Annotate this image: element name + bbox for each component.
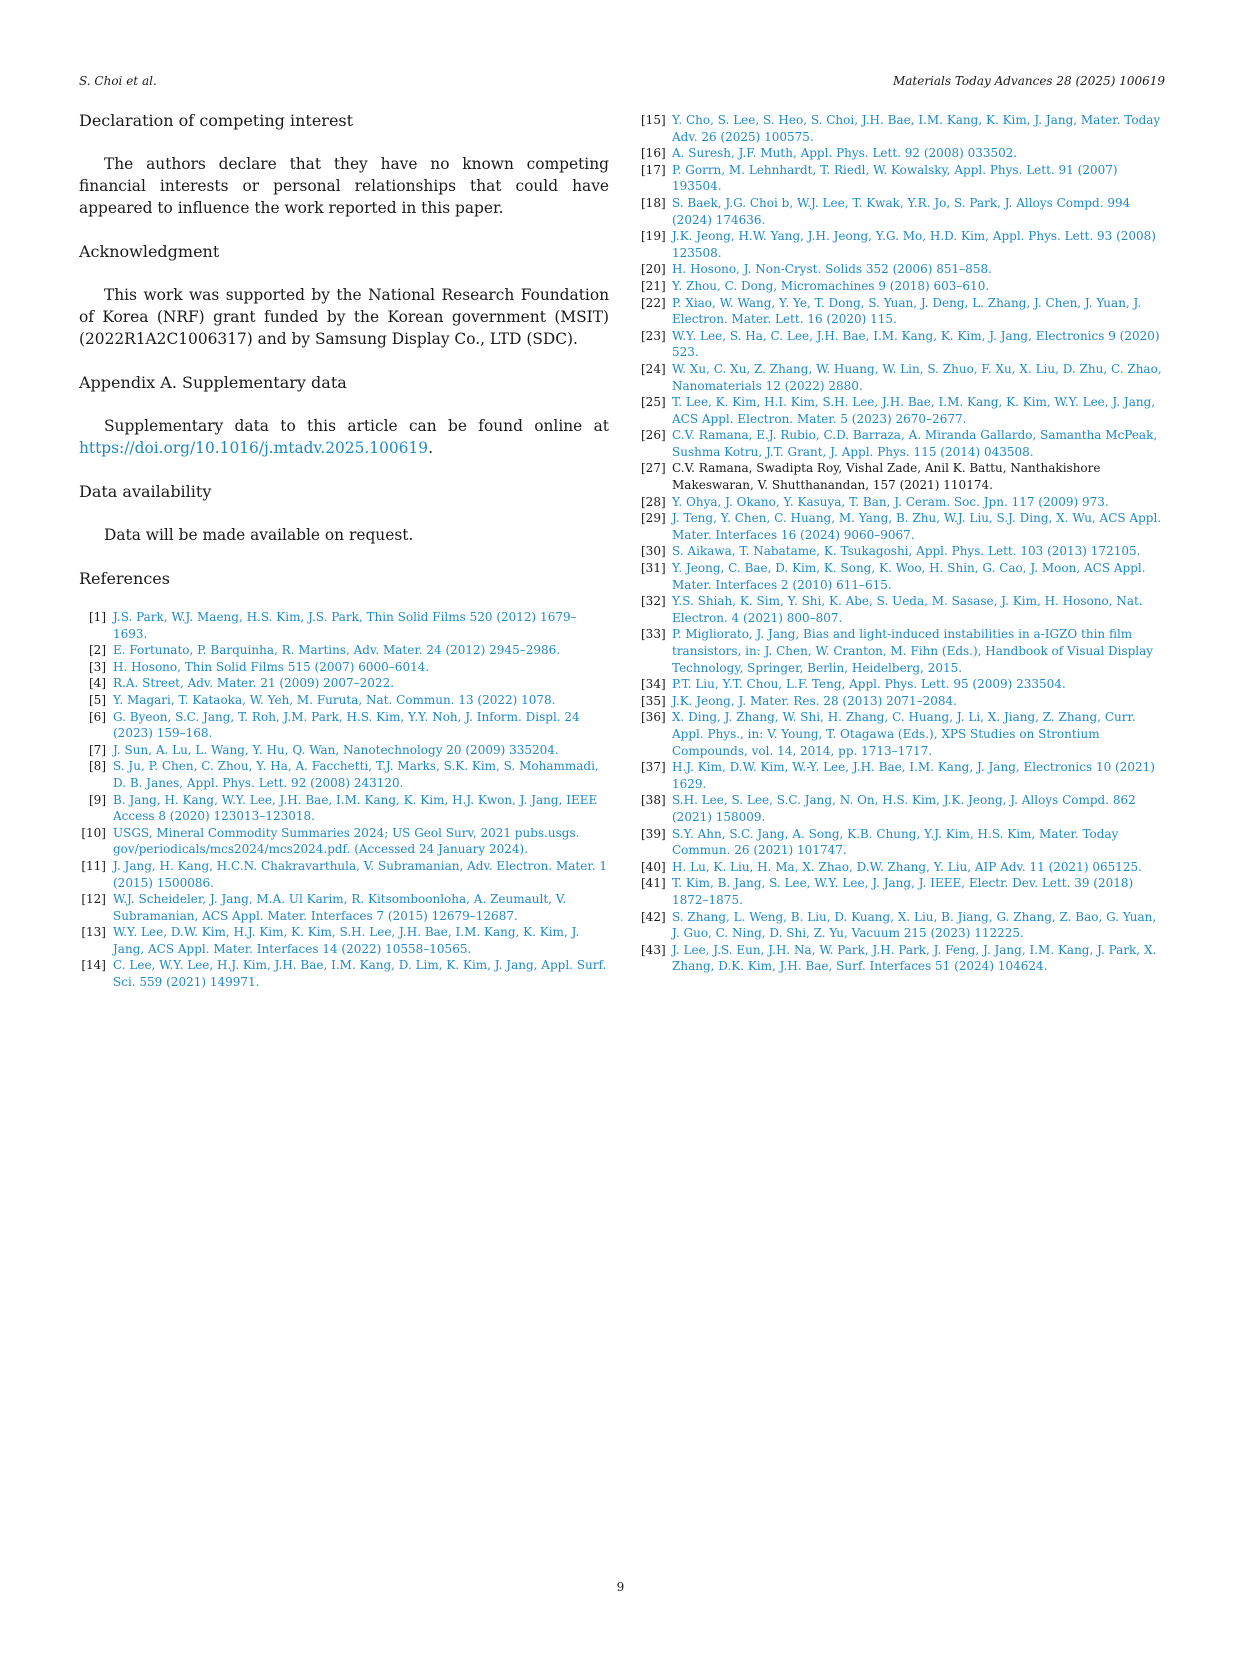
competing-interest-text: The authors declare that they have no known competing financial interests or personal relationships that could have appeared to influence the work reported in this paper. xyxy=(79,155,609,217)
reference-item xyxy=(641,942,1165,975)
data-availability-heading: Data availability xyxy=(79,482,212,501)
reference-link[interactable]: X. Ding, J. Zhang, W. Shi, H. Zhang, C. Huang, J. Li, X. Jiang, Z. Zhang, Curr. Appl. Phys., in: V. Young, T. Otagawa (Eds.), XPS Studies on Strontium Compounds, vol. 14, 2014, pp. 1713–1717. xyxy=(672,710,1136,758)
reference-item xyxy=(641,328,1165,361)
reference-number: [25] xyxy=(641,395,666,410)
reference-item xyxy=(641,826,1165,859)
reference-item xyxy=(79,758,609,791)
reference-item xyxy=(79,825,609,858)
reference-number: [30] xyxy=(641,544,666,559)
reference-number: [6] xyxy=(89,709,106,724)
reference-item xyxy=(79,642,609,659)
reference-number: [36] xyxy=(641,710,666,725)
reference-number: [26] xyxy=(641,428,666,443)
reference-number: [27] xyxy=(641,461,666,476)
reference-link[interactable]: Y.S. Shiah, K. Sim, Y. Shi, K. Abe, S. Ueda, M. Sasase, J. Kim, H. Hosono, Nat. Electron. 4 (2021) 800–807. xyxy=(672,594,1143,625)
reference-number: [9] xyxy=(89,792,106,807)
page-number: 9 xyxy=(616,1580,625,1594)
appendix-section xyxy=(79,372,609,459)
reference-link[interactable]: S. Aikawa, T. Nabatame, K. Tsukagoshi, Appl. Phys. Lett. 103 (2013) 172105. xyxy=(672,544,1141,559)
reference-number: [32] xyxy=(641,594,666,609)
supplementary-doi-link[interactable]: https://doi.org/10.1016/j.mtadv.2025.100619 xyxy=(79,439,429,457)
reference-link[interactable]: R.A. Street, Adv. Mater. 21 (2009) 2007–2022. xyxy=(113,676,395,691)
reference-link[interactable]: J.S. Park, W.J. Maeng, H.S. Kim, J.S. Park, Thin Solid Films 520 (2012) 1679–1693. xyxy=(113,610,577,641)
reference-number: [11] xyxy=(81,858,106,873)
reference-link[interactable]: C. Lee, W.Y. Lee, H.J. Kim, J.H. Bae, I.M. Kang, D. Lim, K. Kim, J. Jang, Appl. Surf. Sci. 559 (2021) 149971. xyxy=(113,958,607,990)
reference-link[interactable]: C.V. Ramana, E.J. Rubio, C.D. Barraza, A. Miranda Gallardo, Samantha McPeak, Sushma Kotru, J.T. Grant, J. Appl. Phys. 115 (2014) 043508. xyxy=(672,428,1158,459)
reference-number: [29] xyxy=(641,511,666,526)
appendix-text-after: . xyxy=(428,439,433,457)
reference-number: [13] xyxy=(81,925,106,940)
reference-number: [37] xyxy=(641,760,666,775)
reference-item xyxy=(641,560,1165,593)
reference-link[interactable]: J. Lee, J.S. Eun, J.H. Na, W. Park, J.H. Park, J. Feng, J. Jang, I.M. Kang, J. Park, X. Zhang, D.K. Kim, J.H. Bae, Surf. Interfaces 51 (2024) 104624. xyxy=(672,942,1157,974)
reference-link[interactable]: Y. Zhou, C. Dong, Micromachines 9 (2018) 603–610. xyxy=(672,278,990,293)
reference-link[interactable]: T. Kim, B. Jang, S. Lee, W.Y. Lee, J. Jang, J. IEEE, Electr. Dev. Lett. 39 (2018) 1872–1875. xyxy=(672,876,1134,907)
reference-number: [12] xyxy=(81,892,106,907)
reference-item xyxy=(641,494,1165,511)
appendix-heading: Appendix A. Supplementary data xyxy=(79,373,347,392)
reference-item xyxy=(79,692,609,709)
reference-number: [10] xyxy=(81,825,106,840)
references-list-left xyxy=(79,609,609,991)
reference-number: [17] xyxy=(641,162,666,177)
reference-item xyxy=(641,709,1165,759)
reference-item xyxy=(641,693,1165,710)
reference-link[interactable]: P. Migliorato, J. Jang, Bias and light-induced instabilities in a-IGZO thin film transistors, in: J. Chen, W. Cranton, M. Fihn (Eds.), Handbook of Visual Display Technology, Springer, Berlin, Heidelberg, 2015. xyxy=(672,627,1154,675)
reference-number: [39] xyxy=(641,826,666,841)
reference-number: [21] xyxy=(641,278,666,293)
reference-link[interactable]: W.Y. Lee, D.W. Kim, H.J. Kim, K. Kim, S.H. Lee, J.H. Bae, I.M. Kang, K. Kim, J. Jang, ACS Appl. Mater. Interfaces 14 (2022) 10558–10565. xyxy=(113,925,580,956)
acknowledgment-heading: Acknowledgment xyxy=(79,242,220,261)
appendix-text-before: Supplementary data to this article can be found online at xyxy=(104,417,609,435)
competing-interest-heading: Declaration of competing interest xyxy=(79,111,354,130)
reference-item xyxy=(641,859,1165,876)
reference-number: [22] xyxy=(641,295,666,310)
reference-link[interactable]: USGS, Mineral Commodity Summaries 2024; US Geol Surv, 2021 pubs.usgs. gov/periodicals/mcs2024/mcs2024.pdf. (Accessed 24 January 2024). xyxy=(113,825,580,857)
reference-number: [42] xyxy=(641,909,666,924)
reference-item xyxy=(641,427,1165,460)
reference-link[interactable]: Y. Ohya, J. Okano, Y. Kasuya, T. Ban, J. Ceram. Soc. Jpn. 117 (2009) 973. xyxy=(672,494,1109,509)
reference-item xyxy=(641,162,1165,195)
reference-link[interactable]: H. Lu, K. Liu, H. Ma, X. Zhao, D.W. Zhang, Y. Liu, AIP Adv. 11 (2021) 065125. xyxy=(672,859,1142,874)
reference-link[interactable]: T. Lee, K. Kim, H.I. Kim, S.H. Lee, J.H. Bae, I.M. Kang, K. Kim, W.Y. Lee, J. Jang, ACS Appl. Electron. Mater. 5 (2023) 2670–2677. xyxy=(672,395,1156,426)
reference-link[interactable]: H.J. Kim, D.W. Kim, W.-Y. Lee, J.H. Bae, I.M. Kang, J. Jang, Electronics 10 (2021) 1629. xyxy=(672,760,1155,791)
reference-number: [14] xyxy=(81,958,106,973)
reference-number: [7] xyxy=(89,742,106,757)
reference-item xyxy=(641,112,1165,145)
reference-item xyxy=(641,145,1165,162)
reference-item xyxy=(79,792,609,825)
reference-link[interactable]: H. Hosono, J. Non-Cryst. Solids 352 (2006) 851–858. xyxy=(672,262,992,277)
reference-number: [19] xyxy=(641,229,666,244)
reference-link[interactable]: B. Jang, H. Kang, W.Y. Lee, J.H. Bae, I.M. Kang, K. Kim, H.J. Kwon, J. Jang, IEEE Access 8 (2020) 123013–123018. xyxy=(113,792,598,824)
reference-item xyxy=(641,295,1165,328)
reference-item xyxy=(641,460,1165,493)
reference-item xyxy=(641,676,1165,693)
running-head-journal: Materials Today Advances 28 (2025) 100619 xyxy=(892,74,1165,88)
reference-number: [28] xyxy=(641,494,666,509)
reference-item xyxy=(79,957,609,990)
reference-link[interactable]: J. Teng, Y. Chen, C. Huang, M. Yang, B. Zhu, W.J. Liu, S.J. Ding, X. Wu, ACS Appl. Mater. Interfaces 16 (2024) 9060–9067. xyxy=(672,511,1162,542)
right-column xyxy=(641,112,1165,975)
reference-number: [41] xyxy=(641,876,666,891)
reference-item xyxy=(79,609,609,642)
reference-item xyxy=(641,759,1165,792)
appendix-text xyxy=(79,415,609,459)
reference-number: [34] xyxy=(641,677,666,692)
reference-number: [4] xyxy=(89,676,106,691)
data-availability-text: Data will be made available on request. xyxy=(104,526,414,544)
reference-number: [20] xyxy=(641,262,666,277)
reference-number: [1] xyxy=(89,610,106,624)
reference-link[interactable]: P. Gorrn, M. Lehnhardt, T. Riedl, W. Kowalsky, Appl. Phys. Lett. 91 (2007) 193504. xyxy=(672,162,1118,194)
reference-link[interactable]: S. Zhang, L. Weng, B. Liu, D. Kuang, X. Liu, B. Jiang, G. Zhang, Z. Bao, G. Yuan, J. Guo, C. Ning, D. Shi, Z. Yu, Vacuum 215 (2023) 112225. xyxy=(672,909,1157,941)
reference-link[interactable]: S. Baek, J.G. Choi b, W.J. Lee, T. Kwak, Y.R. Jo, S. Park, J. Alloys Compd. 994 (2024) 174636. xyxy=(672,195,1131,227)
reference-link[interactable]: S. Ju, P. Chen, C. Zhou, Y. Ha, A. Facchetti, T.J. Marks, S.K. Kim, S. Mohammadi, D. B. Janes, Appl. Phys. Lett. 92 (2008) 243120. xyxy=(113,759,599,790)
references-list-right xyxy=(641,112,1165,975)
references-section xyxy=(79,568,609,991)
reference-item xyxy=(79,858,609,891)
reference-number: [16] xyxy=(641,146,666,161)
reference-number: [5] xyxy=(89,692,106,707)
reference-link[interactable]: J.K. Jeong, H.W. Yang, J.H. Jeong, Y.G. Mo, H.D. Kim, Appl. Phys. Lett. 93 (2008) 123508. xyxy=(672,229,1156,260)
reference-link[interactable]: Y. Jeong, C. Bae, D. Kim, K. Song, K. Woo, H. Shin, G. Cao, J. Moon, ACS Appl. Mater. Interfaces 2 (2010) 611–615. xyxy=(672,561,1146,592)
reference-item xyxy=(641,792,1165,825)
reference-link[interactable]: W. Xu, C. Xu, Z. Zhang, W. Huang, W. Lin, S. Zhuo, F. Xu, X. Liu, D. Zhu, C. Zhao, Nanomaterials 12 (2022) 2880. xyxy=(672,361,1162,393)
reference-item xyxy=(641,875,1165,908)
reference-number: [33] xyxy=(641,627,666,642)
reference-number: [24] xyxy=(641,361,666,376)
left-column xyxy=(79,110,609,991)
reference-number: [3] xyxy=(89,659,106,674)
acknowledgment-section xyxy=(79,241,609,350)
reference-item xyxy=(641,510,1165,543)
data-availability-section xyxy=(79,481,609,546)
reference-number: [43] xyxy=(641,942,666,957)
reference-link[interactable]: E. Fortunato, P. Barquinha, R. Martins, Adv. Mater. 24 (2012) 2945–2986. xyxy=(113,643,561,658)
reference-link[interactable]: J. Jang, H. Kang, H.C.N. Chakravarthula, V. Subramanian, Adv. Electron. Mater. 1 (2015) 1500086. xyxy=(113,858,608,890)
reference-link[interactable]: S.Y. Ahn, S.C. Jang, A. Song, K.B. Chung, Y.J. Kim, H.S. Kim, Mater. Today Commun. 26 (2021) 101747. xyxy=(672,826,1119,858)
references-heading: References xyxy=(79,569,170,588)
reference-item xyxy=(79,709,609,742)
reference-link: C.V. Ramana, Swadipta Roy, Vishal Zade, Anil K. Battu, Nanthakishore Makeswaran, V. Shutthanandan, 157 (2021) 110174. xyxy=(672,461,1101,493)
reference-link[interactable]: J. Sun, A. Lu, L. Wang, Y. Hu, Q. Wan, Nanotechnology 20 (2009) 335204. xyxy=(113,742,559,757)
reference-link[interactable]: Y. Magari, T. Kataoka, W. Yeh, M. Furuta, Nat. Commun. 13 (2022) 1078. xyxy=(113,692,556,707)
reference-link[interactable]: Y. Cho, S. Lee, S. Heo, S. Choi, J.H. Bae, I.M. Kang, K. Kim, J. Jang, Mater. Today Adv. 26 (2025) 100575. xyxy=(672,113,1161,144)
reference-item xyxy=(641,593,1165,626)
reference-link[interactable]: W.Y. Lee, S. Ha, C. Lee, J.H. Bae, I.M. Kang, K. Kim, J. Jang, Electronics 9 (2020) 523. xyxy=(672,328,1160,360)
reference-item xyxy=(79,675,609,692)
reference-number: [18] xyxy=(641,195,666,210)
reference-link[interactable]: P.T. Liu, Y.T. Chou, L.F. Teng, Appl. Phys. Lett. 95 (2009) 233504. xyxy=(672,677,1066,692)
running-head-authors: S. Choi et al. xyxy=(79,74,157,88)
reference-item xyxy=(641,543,1165,560)
reference-item xyxy=(79,924,609,957)
reference-number: [31] xyxy=(641,561,666,576)
reference-item xyxy=(641,394,1165,427)
reference-link[interactable]: H. Hosono, Thin Solid Films 515 (2007) 6000–6014. xyxy=(113,659,430,674)
reference-item xyxy=(641,261,1165,278)
reference-item xyxy=(641,228,1165,261)
competing-interest-section xyxy=(79,110,609,219)
reference-number: [35] xyxy=(641,693,666,708)
reference-item xyxy=(641,361,1165,394)
reference-item xyxy=(79,891,609,924)
reference-link[interactable]: A. Suresh, J.F. Muth, Appl. Phys. Lett. 92 (2008) 033502. xyxy=(672,146,1018,161)
reference-number: [2] xyxy=(89,643,106,658)
reference-link[interactable]: W.J. Scheideler, J. Jang, M.A. Ul Karim, R. Kitsomboonloha, A. Zeumault, V. Subramanian, ACS Appl. Mater. Interfaces 7 (2015) 12679–12687. xyxy=(113,892,567,923)
reference-item xyxy=(641,195,1165,228)
reference-link[interactable]: G. Byeon, S.C. Jang, T. Roh, J.M. Park, H.S. Kim, Y.Y. Noh, J. Inform. Displ. 24 (2023) 159–168. xyxy=(113,709,580,741)
reference-item xyxy=(641,278,1165,295)
acknowledgment-text: This work was supported by the National Research Foundation of Korea (NRF) grant funded by the Korean government (MSIT) (2022R1A2C1006317) and by Samsung Display Co., LTD (SDC). xyxy=(79,286,609,348)
reference-item xyxy=(641,626,1165,676)
reference-number: [23] xyxy=(641,328,666,343)
reference-link[interactable]: S.H. Lee, S. Lee, S.C. Jang, N. On, H.S. Kim, J.K. Jeong, J. Alloys Compd. 862 (2021) 158009. xyxy=(672,793,1136,824)
reference-item xyxy=(79,742,609,759)
reference-link[interactable]: P. Xiao, W. Wang, Y. Ye, T. Dong, S. Yuan, J. Deng, L. Zhang, J. Chen, J. Yuan, J. Electron. Mater. Lett. 16 (2020) 115. xyxy=(672,295,1142,327)
reference-number: [15] xyxy=(641,113,666,127)
reference-item xyxy=(641,909,1165,942)
reference-number: [38] xyxy=(641,793,666,808)
reference-number: [40] xyxy=(641,859,666,874)
reference-number: [8] xyxy=(89,759,106,774)
reference-link[interactable]: J.K. Jeong, J. Mater. Res. 28 (2013) 2071–2084. xyxy=(672,693,957,708)
reference-item xyxy=(79,659,609,676)
